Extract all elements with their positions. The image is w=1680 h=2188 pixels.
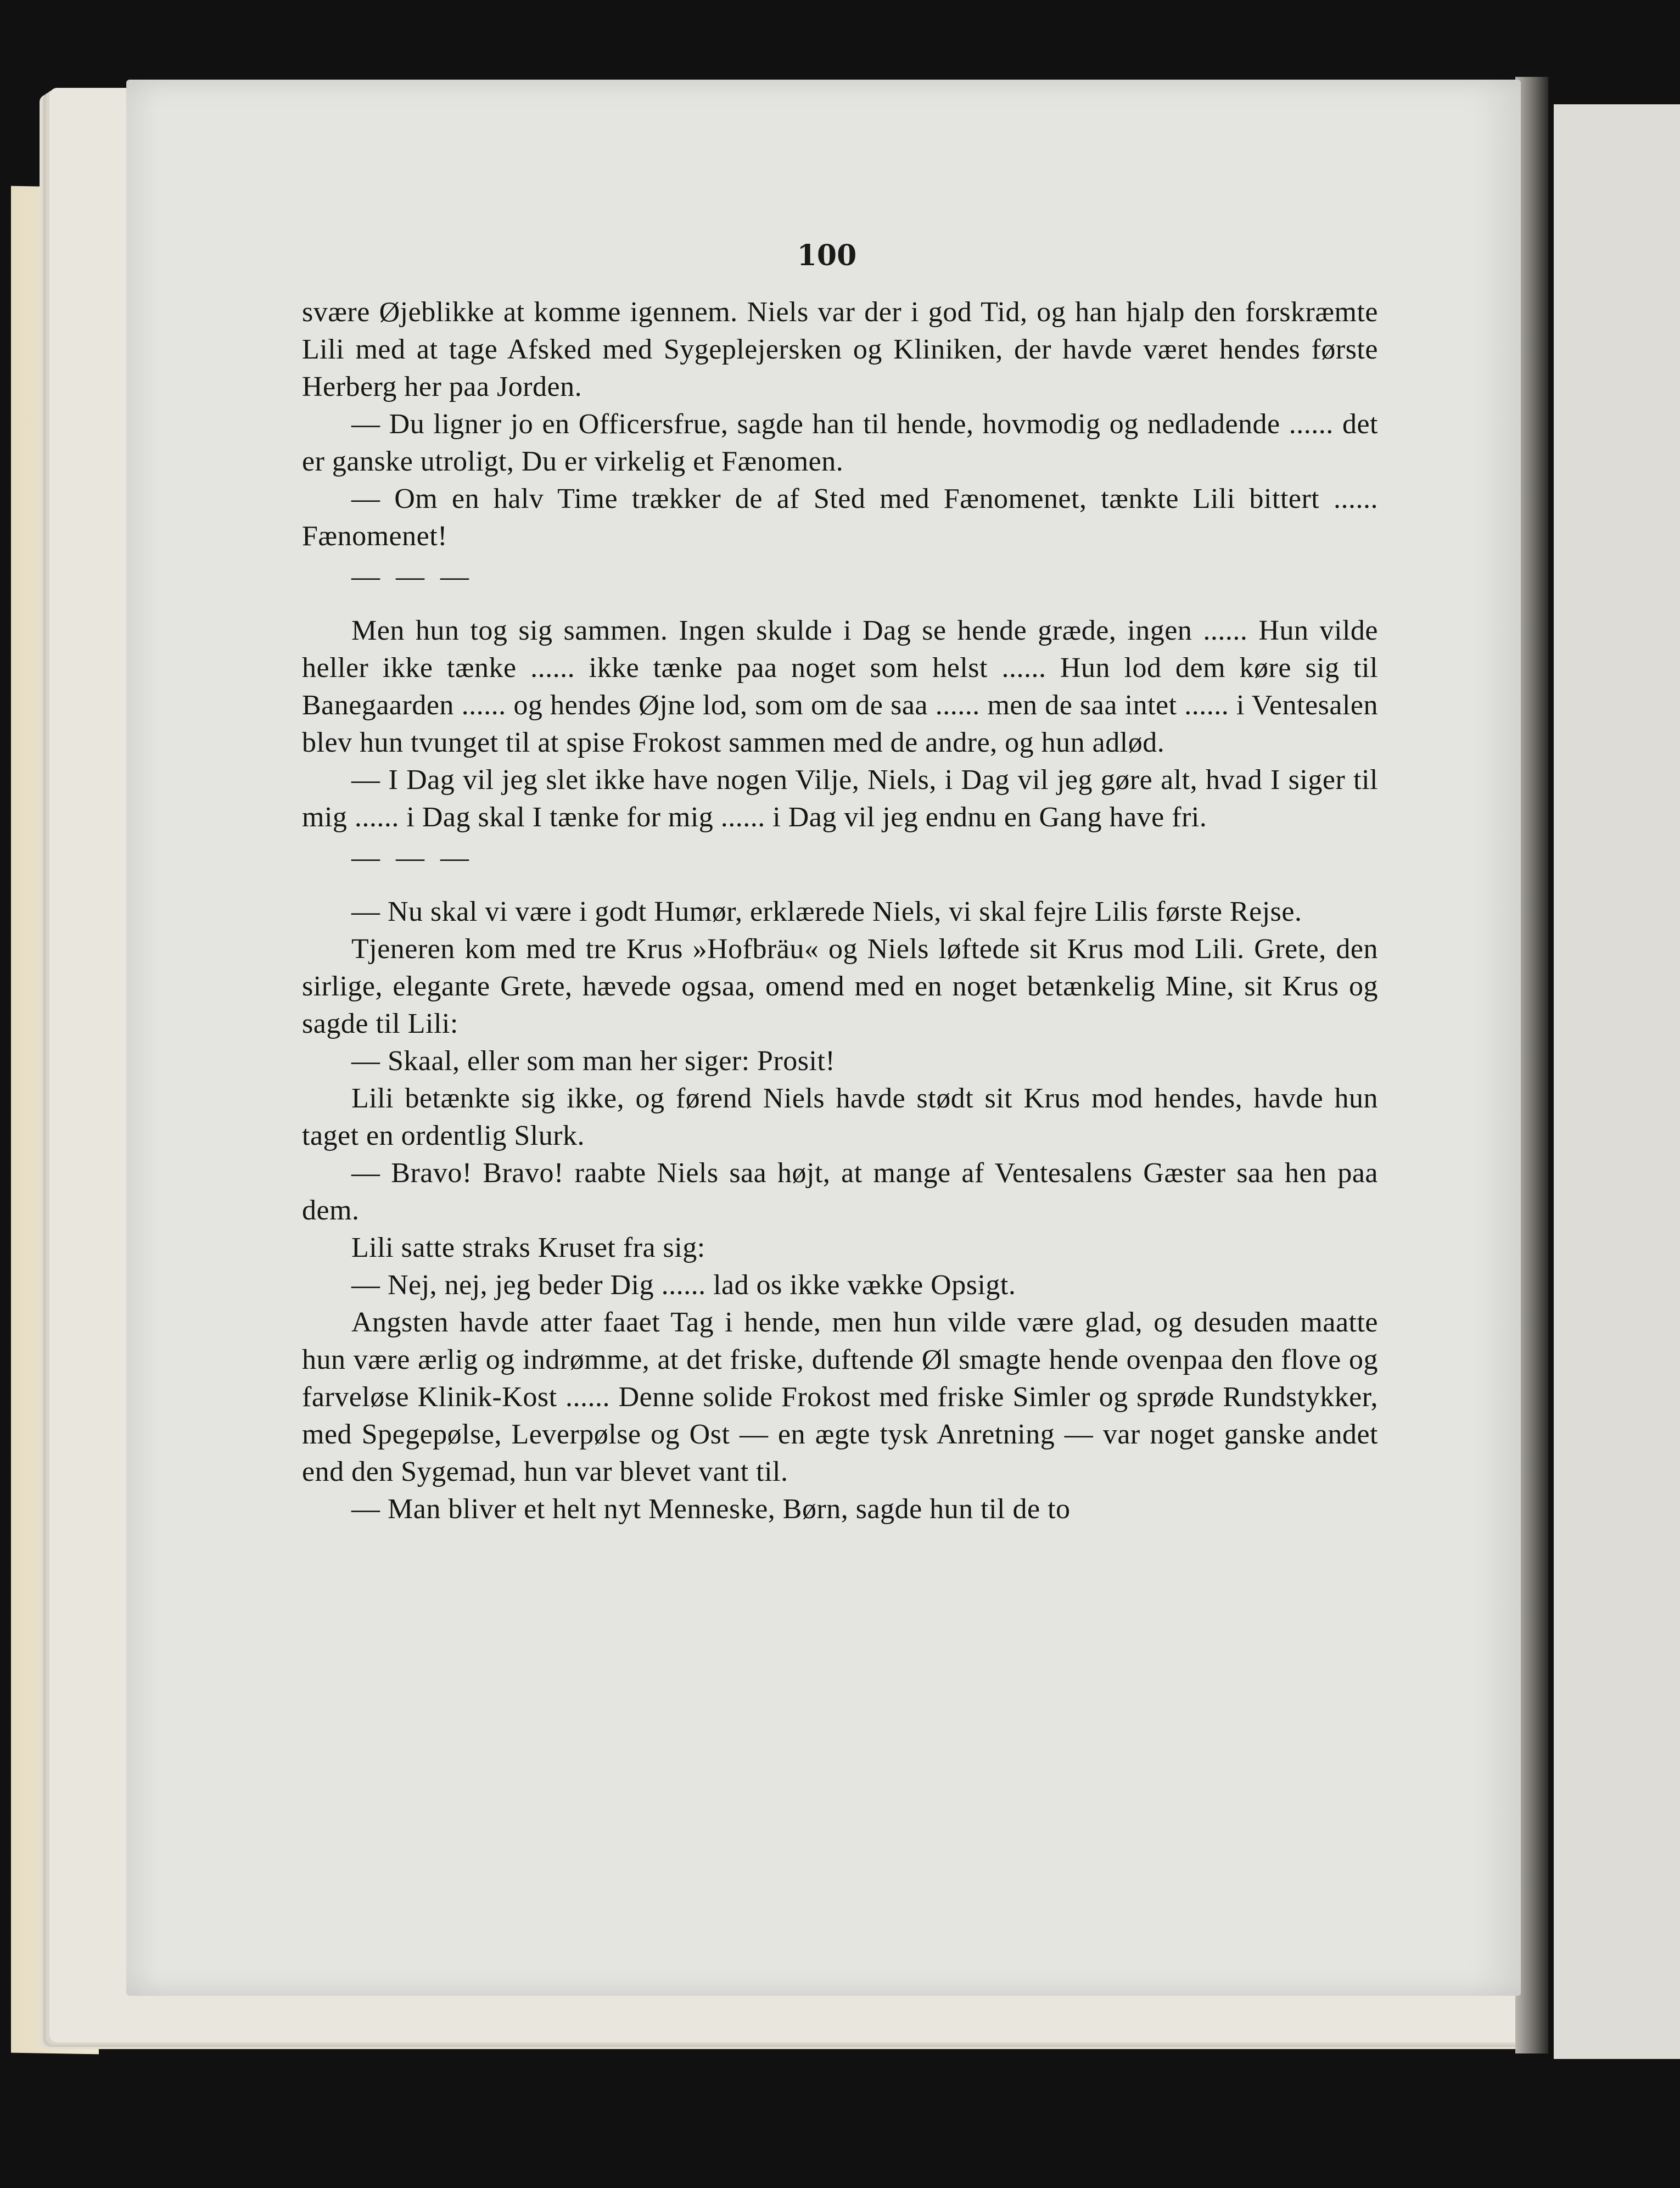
paragraph: Lili betænkte sig ikke, og førend Niels havde stødt sit Krus mod hendes, havde hun taget en ordentlig Slurk. bbox=[302, 1083, 1378, 1151]
paragraph: — Skaal, eller som man her siger: Prosit! bbox=[351, 1045, 836, 1077]
paragraph: — Du ligner jo en Officersfrue, sagde han til hende, hovmodig og nedladende ...... det er ganske utroligt, Du er virkelig et Fænomen. bbox=[302, 408, 1378, 477]
page-number: 100 bbox=[797, 239, 857, 272]
paragraph: Lili satte straks Kruset fra sig: bbox=[351, 1232, 705, 1263]
paragraph: — Man bliver et helt nyt Menneske, Børn, sagde hun til de to bbox=[351, 1493, 1071, 1525]
paragraph: — Om en halv Time trækker de af Sted med Fænomenet, tænkte Lili bittert ...... Fænomenet! bbox=[302, 483, 1378, 552]
section-separator: — — — bbox=[351, 561, 473, 592]
page-text bbox=[302, 294, 1378, 1528]
paragraph: Tjeneren kom med tre Krus »Hofbräu« og Niels løftede sit Krus mod Lili. Grete, den sirlige, elegante Grete, hævede ogsaa, omend med en noget betænkelig Mine, sit Krus og sagde til Lili: bbox=[302, 933, 1378, 1039]
paragraph: — Nej, nej, jeg beder Dig ...... lad os ikke vække Opsigt. bbox=[351, 1269, 1016, 1301]
facing-page-edge bbox=[1554, 104, 1680, 2059]
paragraph: — Bravo! Bravo! raabte Niels saa højt, at mange af Ventesalens Gæster saa hen paa dem. bbox=[302, 1157, 1378, 1226]
paragraph: Men hun tog sig sammen. Ingen skulde i Dag se hende græde, ingen ...... Hun vilde heller ikke tænke ...... ikke tænke paa noget som helst ...... Hun lod dem køre sig til Banegaarden ...... og hendes Øjne lod, som om de saa ...... men de saa intet ...... i Ventesalen blev hun tvunget til at spise Frokost sammen med de andre, og hun adlød. bbox=[302, 615, 1378, 758]
paragraph: — Nu skal vi være i godt Humør, erklærede Niels, vi skal fejre Lilis første Rejse. bbox=[351, 896, 1302, 927]
section-separator: — — — bbox=[351, 842, 473, 874]
paragraph: svære Øjeblikke at komme igennem. Niels var der i god Tid, og han hjalp den forskræmte Lili med at tage Afsked med Sygeplejersken og Kliniken, der havde været hendes første Herberg her paa Jorden. bbox=[302, 296, 1378, 402]
paragraph: Angsten havde atter faaet Tag i hende, men hun vilde være glad, og desuden maatte hun være ærlig og indrømme, at det friske, duftende Øl smagte hende ovenpaa den flove og farveløse Klinik-Kost ...... Denne solide Frokost med friske Simler og sprøde Rundstykker, med Spegepølse, Leverpølse og Ost — en ægte tysk Anretning — var noget ganske andet end den Sygemad, hun var blevet vant til. bbox=[302, 1307, 1378, 1487]
paragraph: — I Dag vil jeg slet ikke have nogen Vilje, Niels, i Dag vil jeg gøre alt, hvad I siger til mig ...... i Dag skal I tænke for mig ...... i Dag vil jeg endnu en Gang have fri. bbox=[302, 764, 1378, 833]
